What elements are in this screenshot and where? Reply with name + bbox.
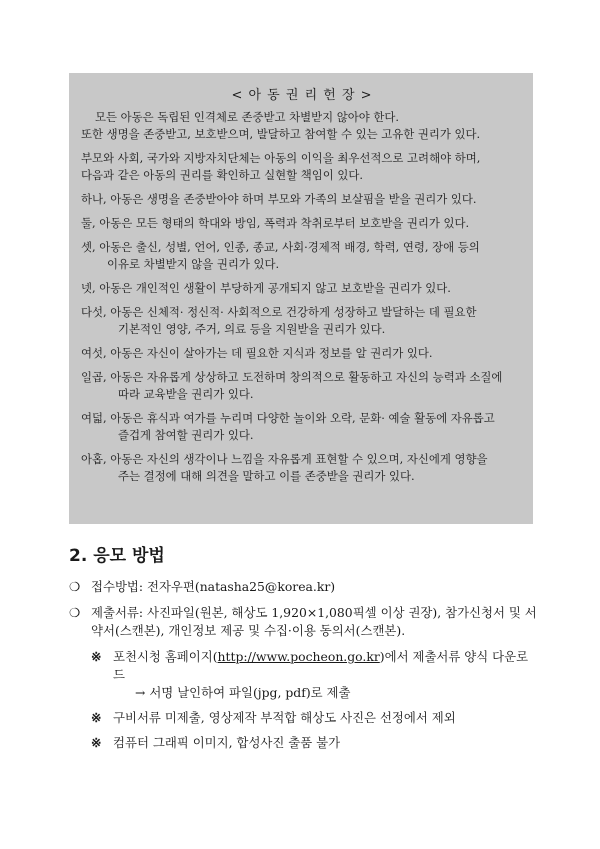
download-note-text bbox=[113, 648, 539, 702]
charter-item-continuation: 기본적인 영양, 주거, 의료 등을 지원받을 권리가 있다. bbox=[118, 322, 386, 336]
children-rights-charter-box bbox=[69, 73, 533, 524]
submission-method-item bbox=[69, 578, 539, 596]
charter-item-3 bbox=[81, 239, 523, 273]
charter-responsibility bbox=[81, 150, 523, 184]
charter-item-text: 일곱, 아동은 자유롭게 상상하고 도전하며 창의적으로 활동하고 자신의 능력과 소질에 bbox=[81, 370, 503, 384]
charter-item-8 bbox=[81, 410, 523, 444]
charter-item-continuation: 이유로 차별받지 않을 권리가 있다. bbox=[107, 257, 280, 271]
charter-item-text: 여덟, 아동은 휴식과 여가를 누리며 다양한 놀이와 오락, 문화· 예술 활동에 자유롭고 bbox=[81, 411, 495, 425]
required-documents-text: 제출서류: 사진파일(원본, 해상도 1,920×1,080픽셀 이상 권장), 참가신청서 및 서약서(스캔본), 개인정보 제공 및 수집·이용 동의서(스캔본). bbox=[91, 605, 537, 638]
reference-mark-icon: ※ bbox=[91, 735, 102, 750]
submission-method-text: 접수방법: 전자우편(natasha25@korea.kr) bbox=[91, 579, 336, 594]
charter-item-1 bbox=[81, 191, 523, 208]
charter-item-6 bbox=[81, 345, 523, 362]
reference-mark-icon: ※ bbox=[91, 649, 102, 664]
charter-item-text: 셋, 아동은 출신, 성별, 언어, 인종, 종교, 사회·경제적 배경, 학력, 연령, 장애 등의 bbox=[81, 240, 480, 254]
download-note-continuation: → 서명 날인하여 파일(jpg, pdf)로 제출 bbox=[135, 685, 351, 700]
prohibition-note-text: 컴퓨터 그래픽 이미지, 합성사진 출품 불가 bbox=[113, 735, 341, 750]
reference-mark-icon: ※ bbox=[91, 710, 102, 725]
exclusion-note bbox=[91, 709, 539, 727]
charter-item-5 bbox=[81, 304, 523, 338]
charter-item-2 bbox=[81, 215, 523, 232]
required-documents-item bbox=[69, 604, 539, 640]
charter-intro-line1: 모든 아동은 독립된 인격체로 존중받고 차별받지 않아야 한다. bbox=[95, 110, 400, 124]
charter-item-continuation: 즐겁게 참여할 권리가 있다. bbox=[118, 428, 254, 442]
exclusion-note-text: 구비서류 미제출, 영상제작 부적합 해상도 사진은 선정에서 제외 bbox=[113, 710, 456, 725]
application-method-section bbox=[69, 541, 539, 759]
charter-intro bbox=[81, 109, 523, 143]
charter-item-7 bbox=[81, 369, 523, 403]
charter-item-text: 여섯, 아동은 자신이 살아가는 데 필요한 지식과 정보를 알 권리가 있다. bbox=[81, 346, 433, 360]
charter-item-text: 아홉, 아동은 자신의 생각이나 느낌을 자유롭게 표현할 수 있으며, 자신에게 영향을 bbox=[81, 452, 488, 466]
circle-bullet-icon: ❍ bbox=[69, 579, 81, 594]
charter-title: < 아 동 권 리 헌 장 > bbox=[231, 88, 373, 103]
charter-item-4 bbox=[81, 280, 523, 297]
charter-responsibility-line1: 부모와 사회, 국가와 지방자치단체는 아동의 이익을 최우선적으로 고려해야 하며, bbox=[81, 151, 481, 165]
pocheon-homepage-link[interactable]: http://www.pocheon.go.kr bbox=[217, 649, 380, 664]
section-heading: 2. 응모 방법 bbox=[69, 546, 165, 566]
charter-item-text: 하나, 아동은 생명을 존중받아야 하며 부모와 가족의 보살핌을 받을 권리가 있다. bbox=[81, 192, 477, 206]
charter-intro-line2: 또한 생명을 존중받고, 보호받으며, 발달하고 참여할 수 있는 고유한 권리가 있다. bbox=[81, 127, 481, 141]
charter-item-text: 넷, 아동은 개인적인 생활이 부당하게 공개되지 않고 보호받을 권리가 있다. bbox=[81, 281, 451, 295]
charter-item-continuation: 주는 결정에 대해 의견을 말하고 이를 존중받을 권리가 있다. bbox=[118, 469, 415, 483]
charter-responsibility-line2: 다음과 같은 아동의 권리를 확인하고 실현할 책임이 있다. bbox=[81, 168, 364, 182]
circle-bullet-icon: ❍ bbox=[69, 605, 81, 620]
download-note-suffix: )에서 제출서류 양식 다운로드 bbox=[113, 649, 529, 682]
charter-item-text: 다섯, 아동은 신체적· 정신적· 사회적으로 건강하게 성장하고 발달하는 데 필요한 bbox=[81, 305, 477, 319]
charter-item-9 bbox=[81, 451, 523, 485]
download-note-prefix: 포천시청 홈페이지( bbox=[113, 649, 218, 664]
charter-item-text: 둘, 아동은 모든 형태의 학대와 방임, 폭력과 착취로부터 보호받을 권리가 있다. bbox=[81, 216, 470, 230]
charter-item-continuation: 따라 교육받을 권리가 있다. bbox=[118, 387, 254, 401]
download-note bbox=[91, 648, 539, 702]
prohibition-note bbox=[91, 734, 539, 752]
